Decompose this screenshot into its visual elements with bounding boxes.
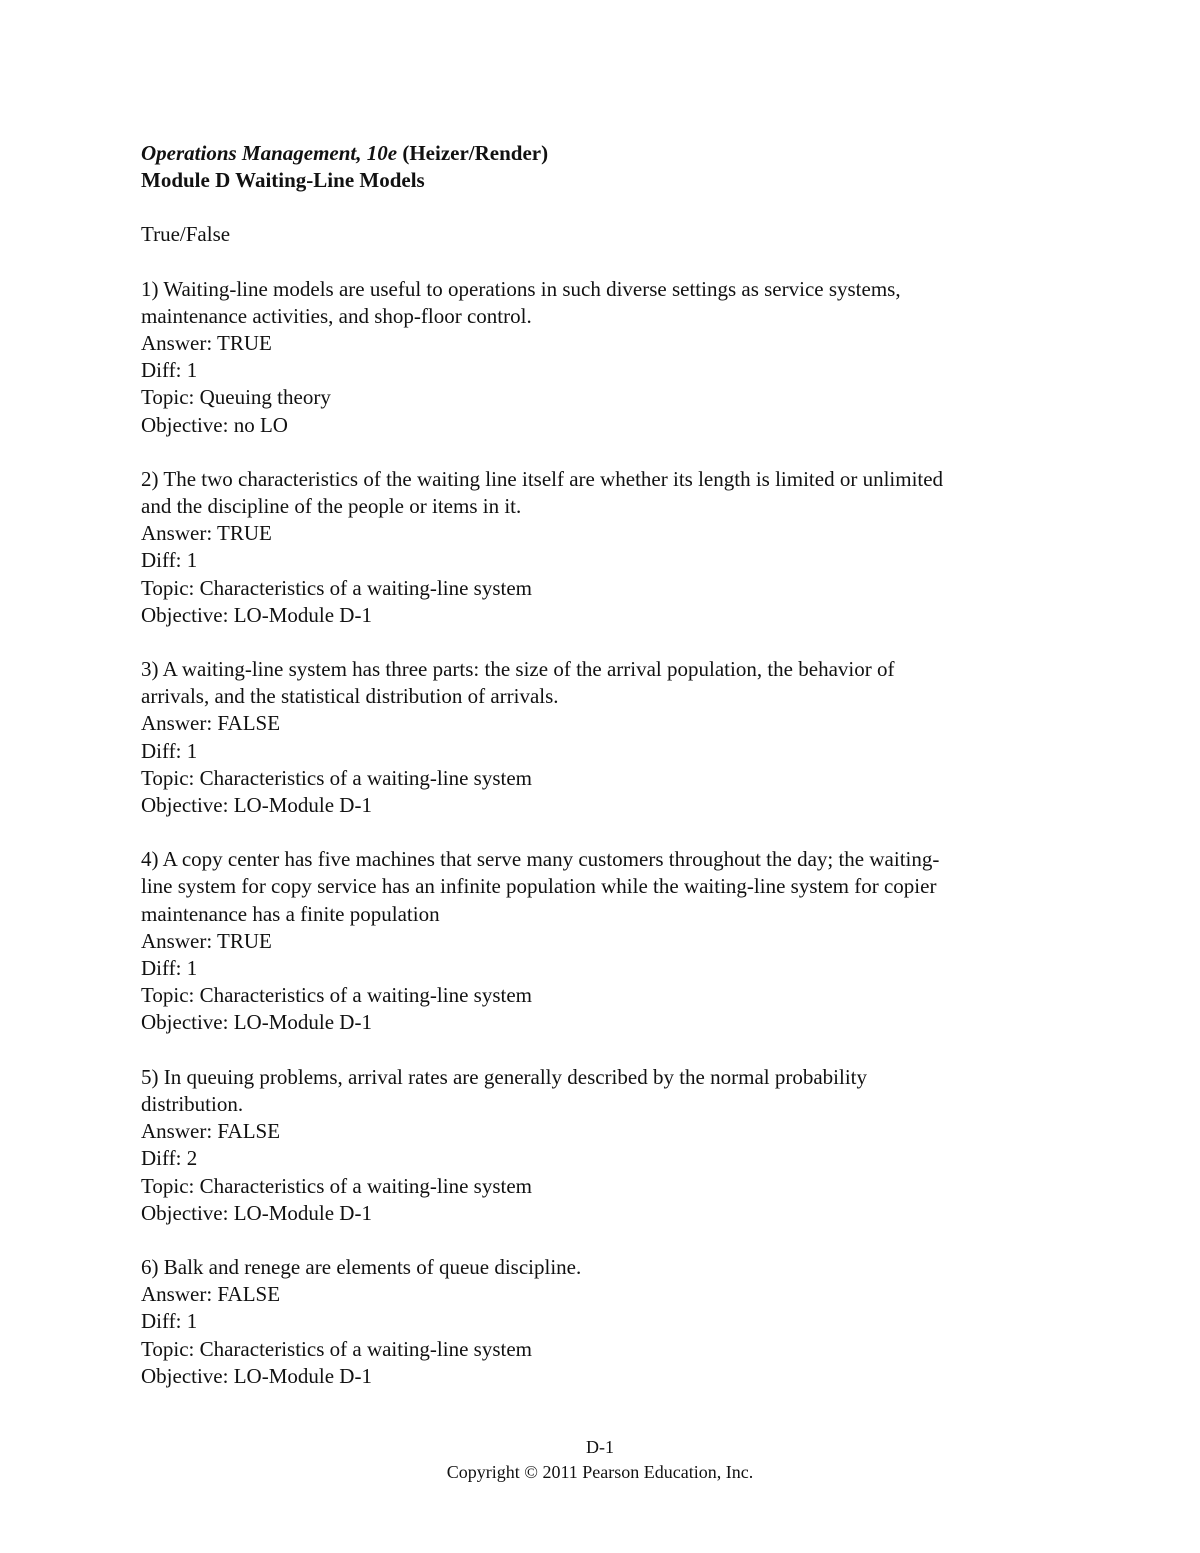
question-answer: Answer: TRUE [141, 521, 272, 546]
question-text-line: distribution. [141, 1091, 244, 1116]
question-text-line: maintenance has a finite population [141, 901, 440, 926]
question-objective: Objective: LO-Module D-1 [141, 1363, 372, 1388]
page-number: D-1 [586, 1437, 614, 1457]
question-list [141, 276, 1061, 1390]
question-answer: Answer: TRUE [141, 928, 272, 953]
question-objective: Objective: no LO [141, 412, 288, 437]
question-text-line: 3) A waiting-line system has three parts: the size of the arrival population, the behavior of [141, 657, 895, 682]
question-topic: Topic: Characteristics of a waiting-line system [141, 765, 533, 790]
document-title [141, 140, 1061, 167]
question-answer: Answer: FALSE [141, 1119, 281, 1144]
question-difficulty: Diff: 1 [141, 956, 198, 981]
question-block [141, 846, 1061, 1036]
question-text-line: arrivals, and the statistical distribution of arrivals. [141, 684, 559, 709]
question-block [141, 656, 1061, 819]
question-text-line: and the discipline of the people or items in it. [141, 494, 522, 519]
question-block [141, 276, 1061, 439]
question-block [141, 1254, 1061, 1390]
module-title: Module D Waiting-Line Models [141, 168, 425, 193]
question-text-line: line system for copy service has an infinite population while the waiting-line system for copier [141, 874, 937, 899]
question-topic: Topic: Characteristics of a waiting-line system [141, 575, 533, 600]
question-difficulty: Diff: 1 [141, 548, 198, 573]
question-topic: Topic: Characteristics of a waiting-line system [141, 1336, 533, 1361]
question-topic: Topic: Characteristics of a waiting-line system [141, 1173, 533, 1198]
question-objective: Objective: LO-Module D-1 [141, 1010, 372, 1035]
question-topic: Topic: Characteristics of a waiting-line system [141, 983, 533, 1008]
book-title: Operations Management, 10e [141, 141, 398, 165]
question-text-line: 5) In queuing problems, arrival rates are generally described by the normal probability [141, 1064, 867, 1089]
question-text-line: 2) The two characteristics of the waiting line itself are whether its length is limited or unlimited [141, 466, 944, 491]
question-difficulty: Diff: 1 [141, 1309, 198, 1334]
question-difficulty: Diff: 1 [141, 738, 198, 763]
question-text-line: maintenance activities, and shop-floor control. [141, 303, 532, 328]
copyright-notice: Copyright © 2011 Pearson Education, Inc. [446, 1462, 754, 1482]
book-authors: (Heizer/Render) [397, 141, 549, 165]
document-page [141, 140, 1061, 1390]
question-objective: Objective: LO-Module D-1 [141, 1200, 372, 1225]
question-block [141, 466, 1061, 629]
question-answer: Answer: FALSE [141, 711, 281, 736]
question-answer: Answer: TRUE [141, 331, 272, 356]
question-difficulty: Diff: 2 [141, 1146, 198, 1171]
question-topic: Topic: Queuing theory [141, 385, 331, 410]
question-difficulty: Diff: 1 [141, 358, 198, 383]
question-text-line: 1) Waiting-line models are useful to operations in such diverse settings as service systems, [141, 276, 901, 301]
question-objective: Objective: LO-Module D-1 [141, 793, 372, 818]
question-text-line: 4) A copy center has five machines that serve many customers throughout the day; the waiting- [141, 847, 940, 872]
question-block [141, 1064, 1061, 1227]
question-answer: Answer: FALSE [141, 1282, 281, 1307]
question-objective: Objective: LO-Module D-1 [141, 602, 372, 627]
question-text-line: 6) Balk and renege are elements of queue discipline. [141, 1254, 582, 1279]
section-label: True/False [141, 222, 231, 247]
